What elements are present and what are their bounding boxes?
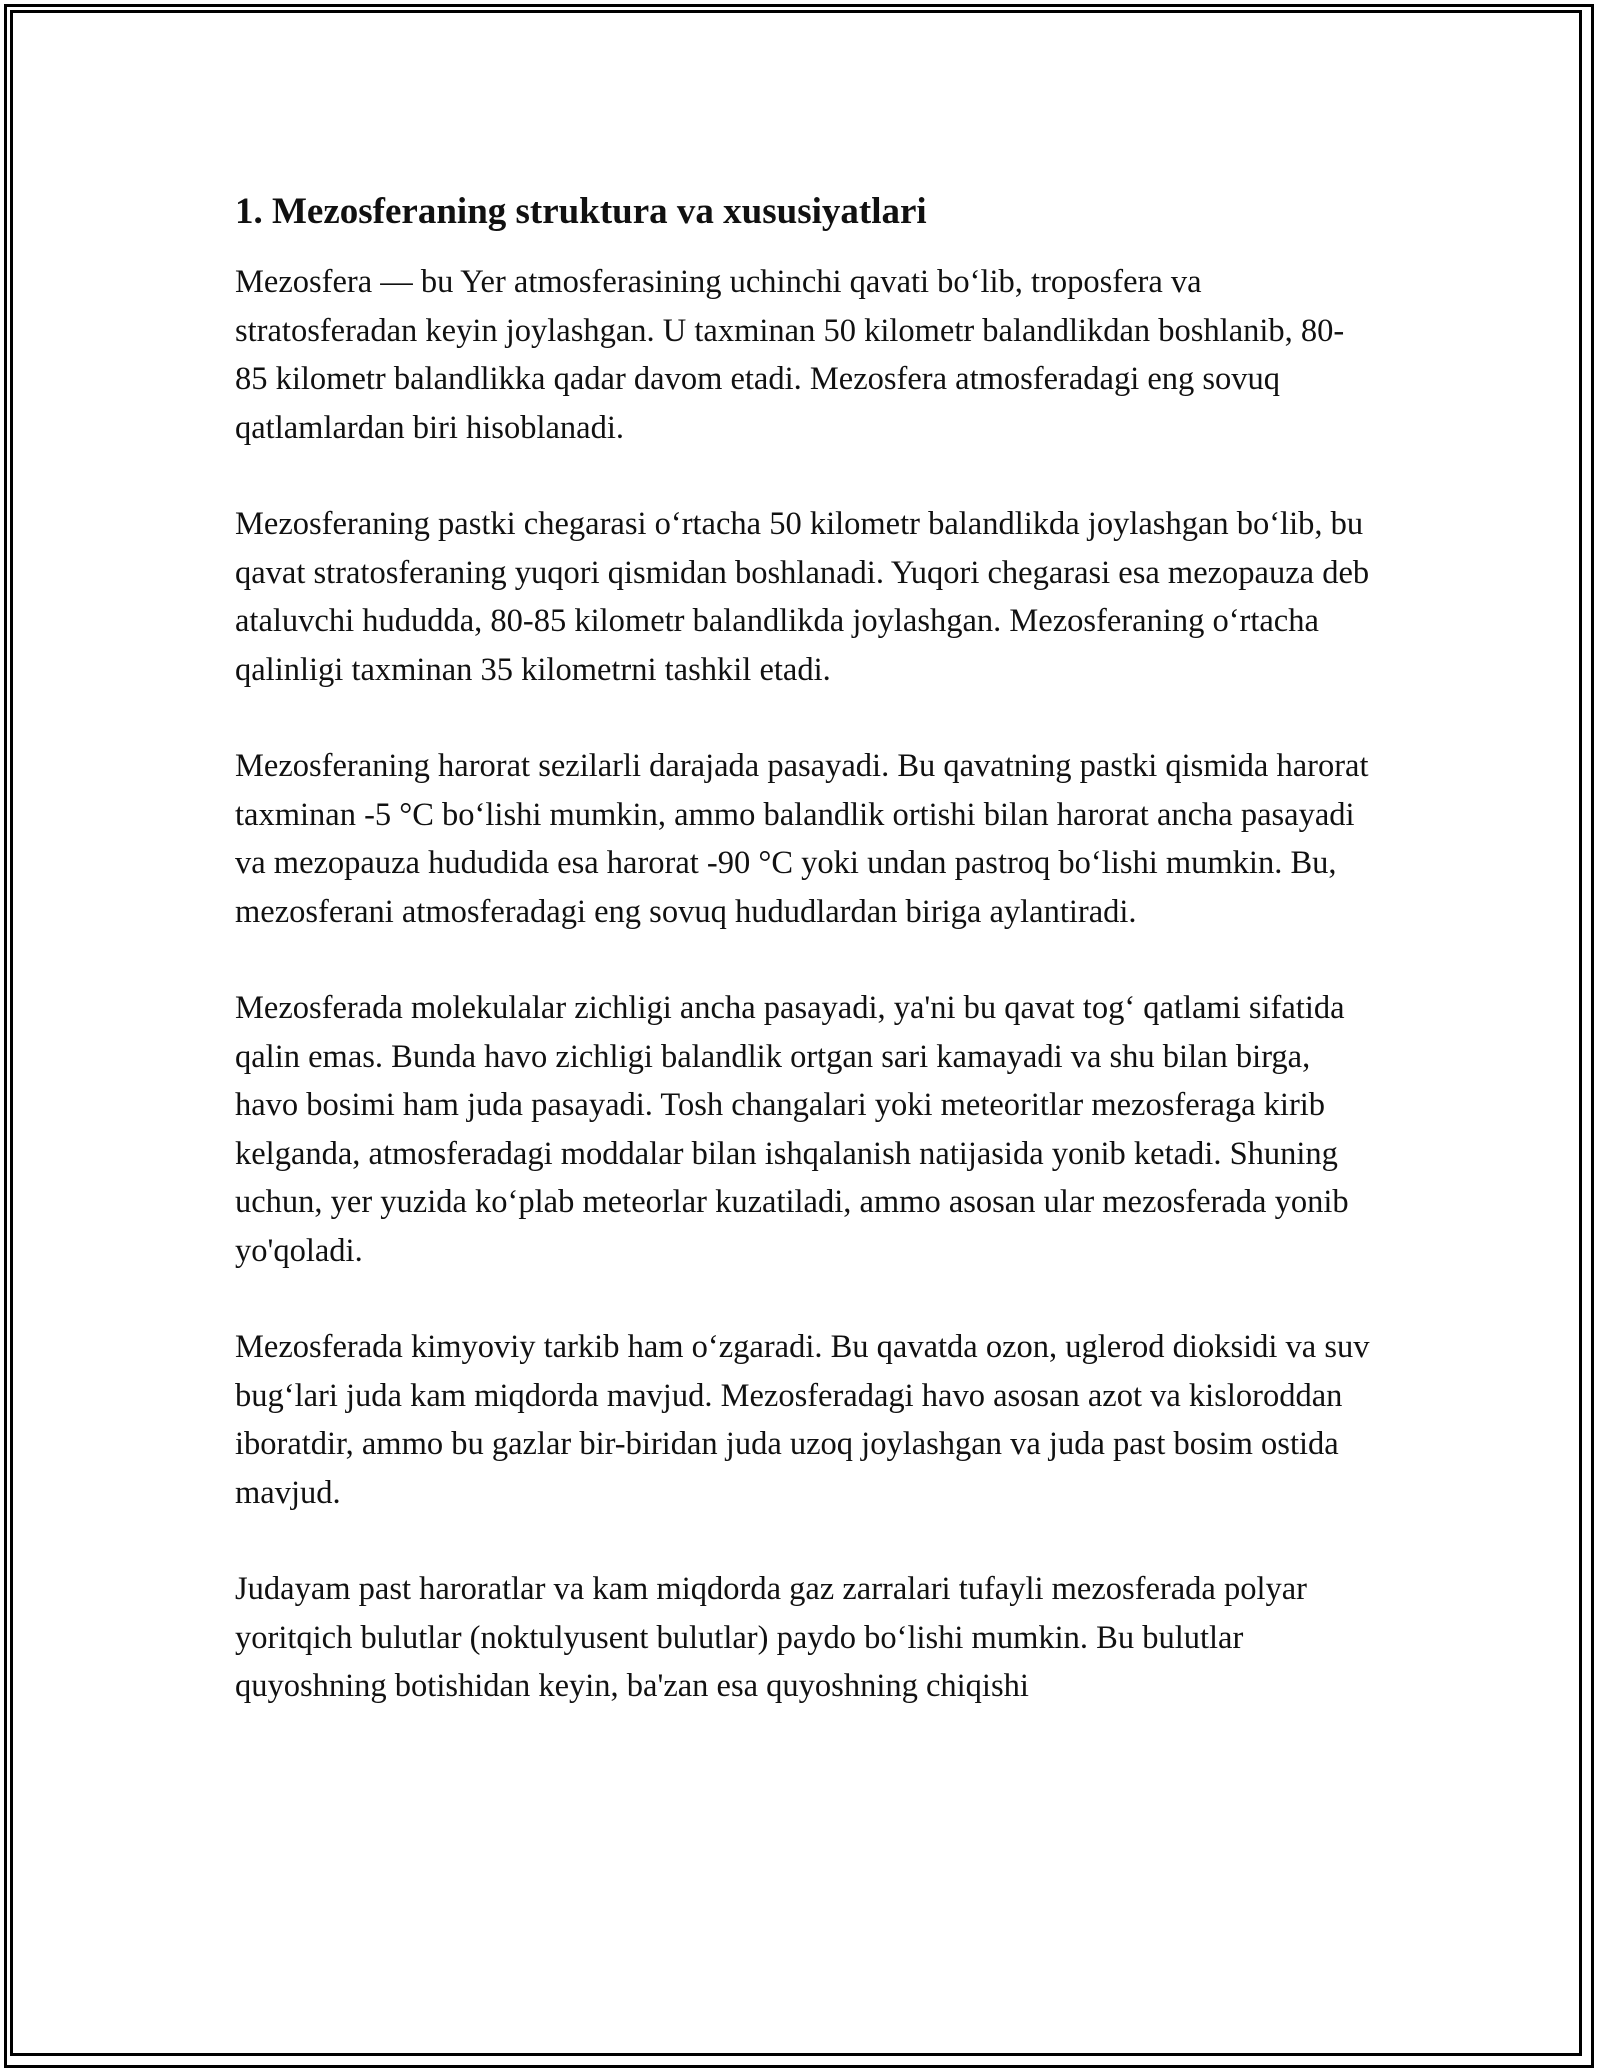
paragraph-2: Mezosferaning pastki chegarasi o‘rtacha 50 kilometr balandlikda joylashgan bo‘lib, bu qavat stratosferaning yuqori qismidan boshlanadi. Yuqori chegarasi esa mezopauza deb ataluvchi hududda, 80-85 kilometr balandlikda joylashgan. Mezosferaning o‘rtacha qalinligi taxminan 35 kilometrni tashkil etadi. — [235, 506, 1370, 688]
document-body — [235, 188, 1375, 1759]
section-heading: 1. Mezosferaning struktura va xususiyatlari — [235, 191, 927, 232]
paragraph-5: Mezosferada kimyoviy tarkib ham o‘zgaradi. Bu qavatda ozon, uglerod dioksidi va suv bug‘lari juda kam miqdorda mavjud. Mezosferadagi havo asosan azot va kisloroddan iboratdir, ammo bu gazlar bir-biridan juda uzoq joylashgan va juda past bosim ostida mavjud. — [235, 1329, 1370, 1511]
paragraph-4: Mezosferada molekulalar zichligi ancha pasayadi, ya'ni bu qavat tog‘ qatlami sifatida qalin emas. Bunda havo zichligi balandlik ortgan sari kamayadi va shu bilan birga, havo bosimi ham juda pasayadi. Tosh changalari yoki meteoritlar mezosferaga kirib kelganda, atmosferadagi moddalar bilan ishqalanish natijasida yonib ketadi. Shuning uchun, yer yuzida ko‘plab meteorlar kuzatiladi, ammo asosan ular mezosferada yonib yo'qoladi. — [235, 990, 1349, 1269]
paragraph-6: Judayam past haroratlar va kam miqdorda gaz zarralari tufayli mezosferada polyar yoritqich bulutlar (noktulyusent bulutlar) paydo bo‘lishi mumkin. Bu bulutlar quyoshning botishidan keyin, ba'zan esa quyoshning chiqishi — [235, 1571, 1308, 1704]
paragraph-1: Mezosfera — bu Yer atmosferasining uchinchi qavati bo‘lib, troposfera va stratosferadan keyin joylashgan. U taxminan 50 kilometr balandlikdan boshlanib, 80-85 kilometr balandlikka qadar davom etadi. Mezosfera atmosferadagi eng sovuq qatlamlardan biri hisoblanadi. — [235, 264, 1345, 446]
paragraph-3: Mezosferaning harorat sezilarli darajada pasayadi. Bu qavatning pastki qismida harorat taxminan -5 °C bo‘lishi mumkin, ammo balandlik ortishi bilan harorat ancha pasayadi va mezopauza hududida esa harorat -90 °C yoki undan pastroq bo‘lishi mumkin. Bu, mezosferani atmosferadagi eng sovuq hududlardan biriga aylantiradi. — [235, 748, 1369, 930]
